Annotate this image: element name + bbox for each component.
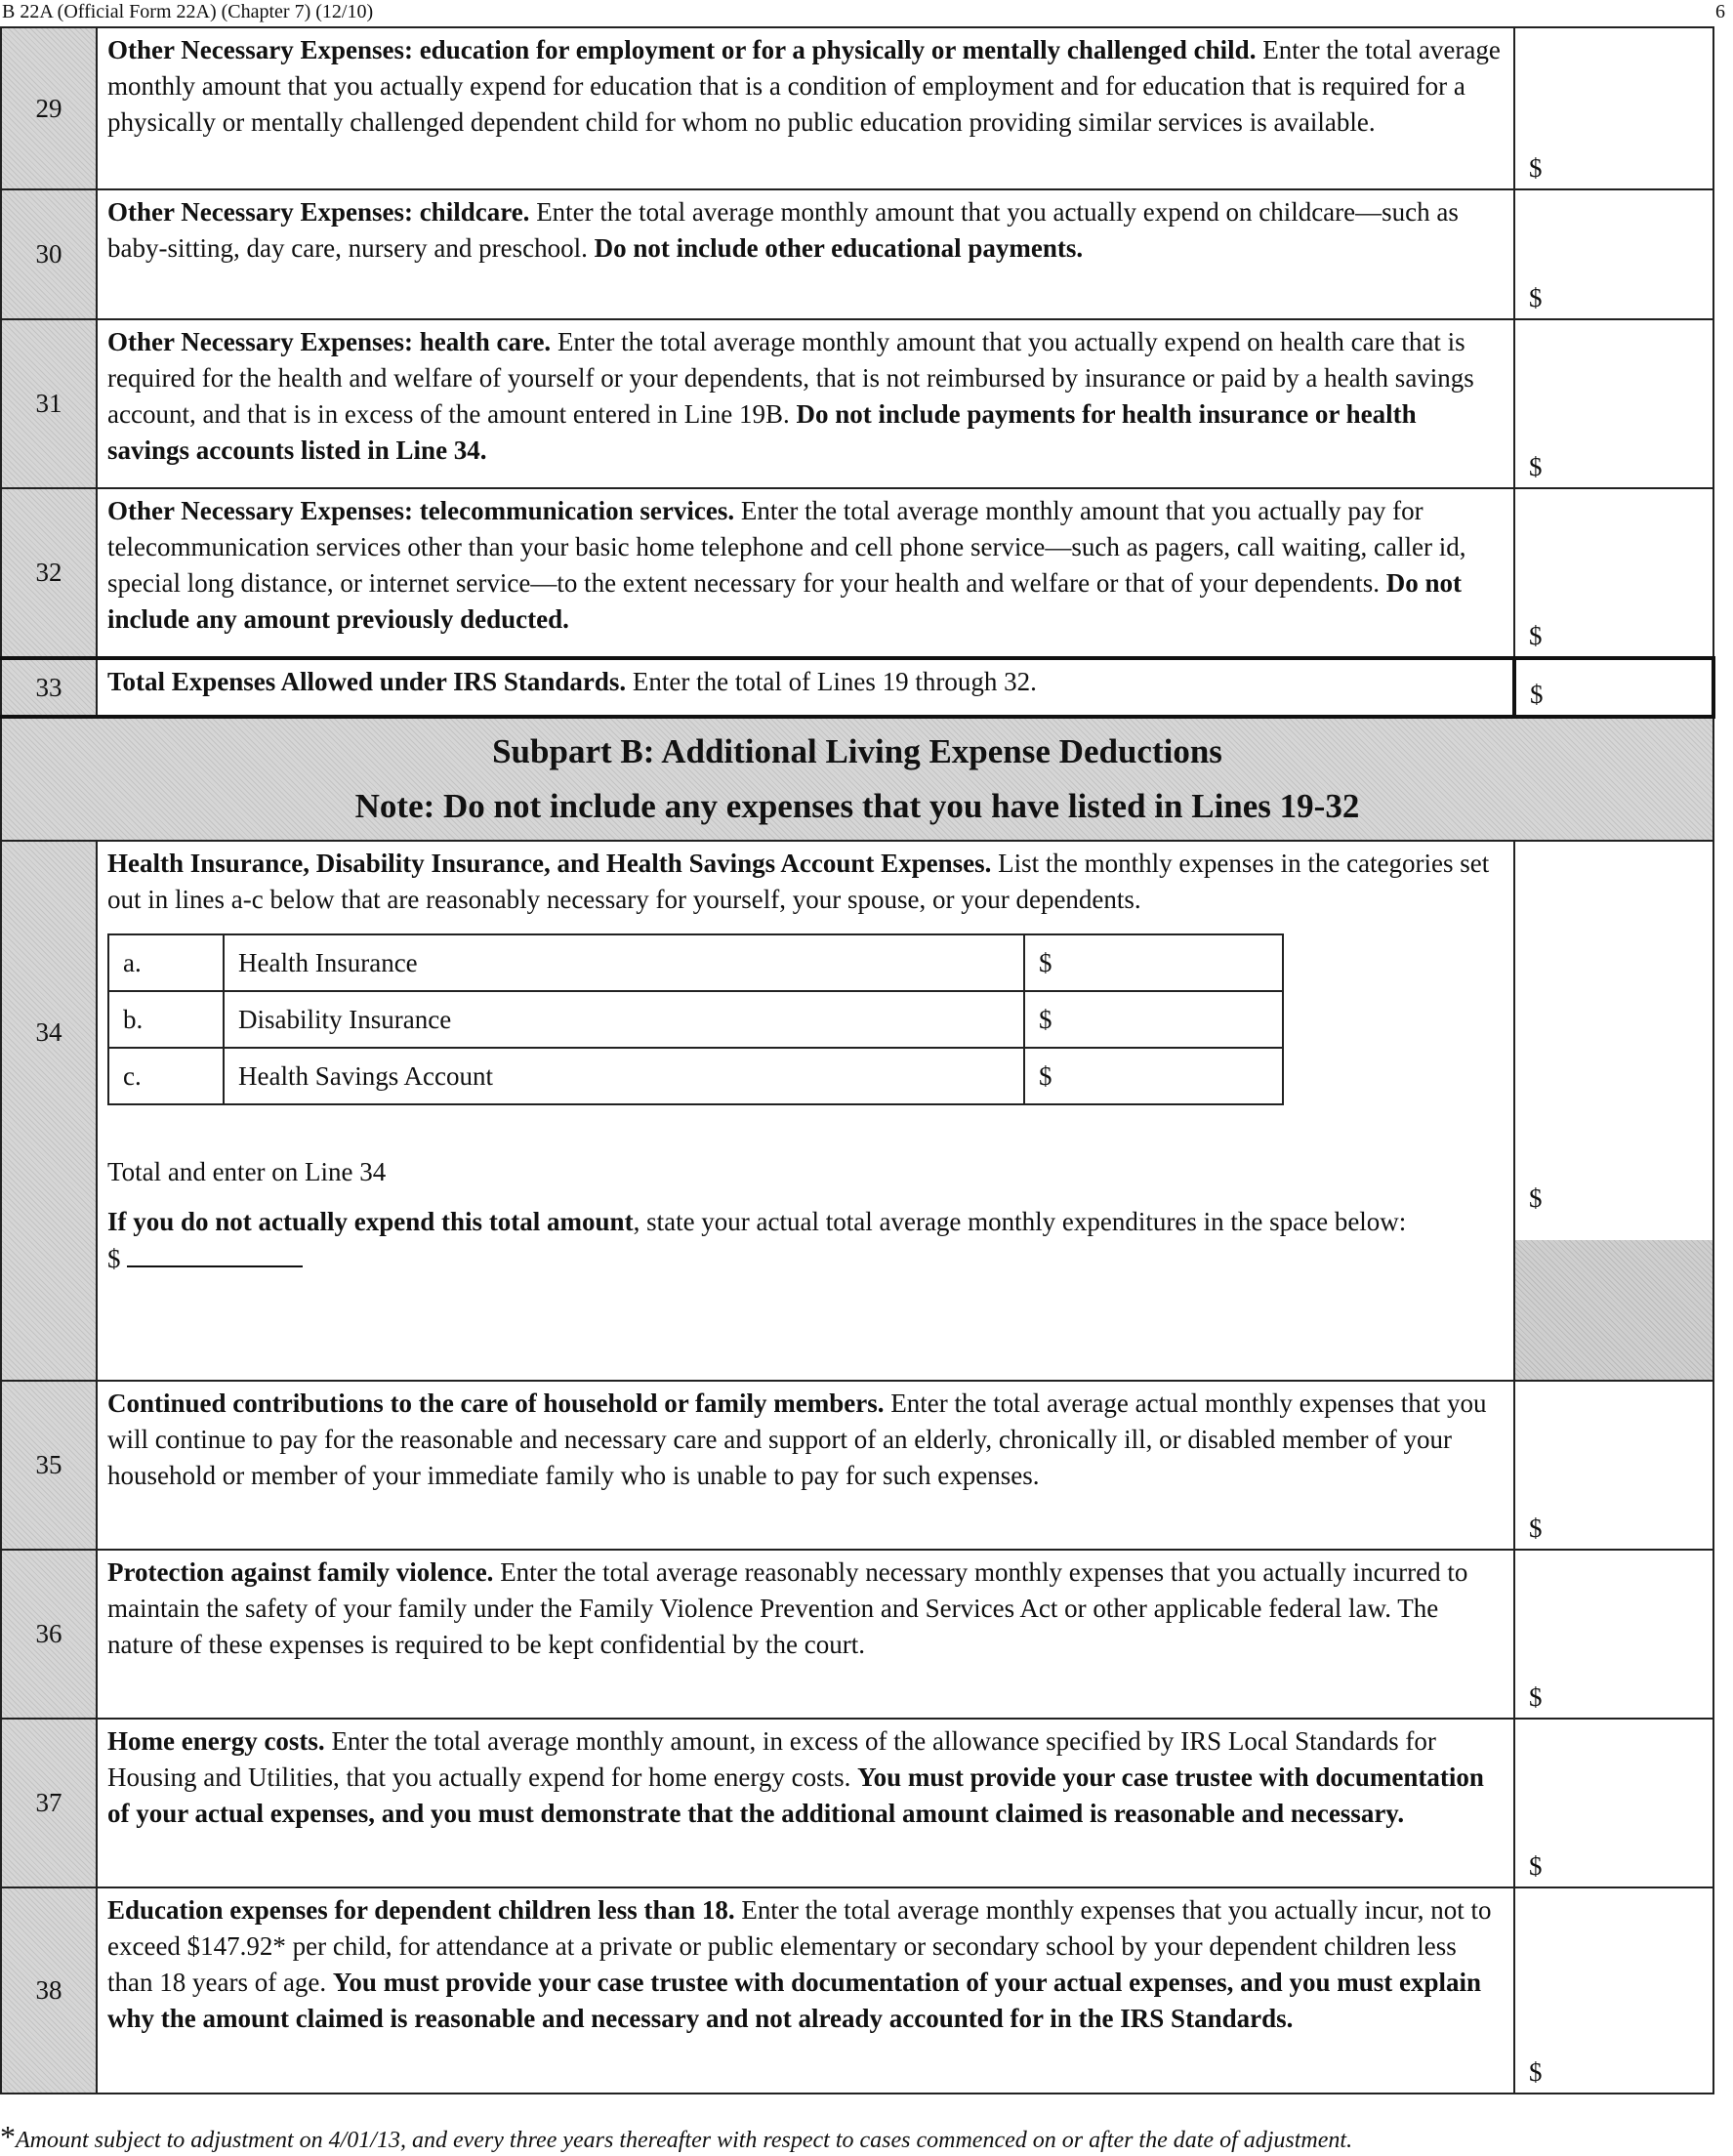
line-38-row: [1, 1887, 1713, 2094]
line-35-row: [1, 1381, 1713, 1550]
expend-note-text: , state your actual total average monthly expenditures in the space below:: [633, 1207, 1407, 1236]
line-title: Health Insurance, Disability Insurance, and Health Savings Account Expenses.: [107, 849, 992, 878]
footnote-text: Amount subject to adjustment on 4/01/13, and every three years thereafter with respect to cases commenced on or after the date of adjustment.: [16, 2128, 1353, 2153]
actual-expenditure-blank[interactable]: [127, 1240, 303, 1267]
dollar-sign: $: [1530, 680, 1544, 709]
line-30-amount-field[interactable]: [1514, 189, 1713, 319]
line-text: Enter the total average monthly amount, in excess of the allowance specified by IRS Local Standards for Housing and Utilities, that you actually expend for home energy costs.: [107, 1726, 1436, 1792]
line-text: Enter the total average monthly expenses that you actually incur, not to exceed $147.92* per child, for attendance at a private or public elementary or secondary school by your dependent children less than 18 years of age.: [107, 1895, 1492, 1997]
line-32-row: [1, 488, 1713, 658]
insurance-breakdown-table: [107, 933, 1284, 1105]
expend-note-bold: If you do not actually expend this total amount: [107, 1207, 634, 1236]
dollar-sign: $: [1529, 283, 1543, 312]
item-letter: a.: [108, 934, 224, 991]
line-text: Enter the total of Lines 19 through 32.: [626, 667, 1037, 696]
line-number: 32: [1, 488, 97, 658]
line-33-row: [1, 658, 1713, 717]
health-insurance-amount-field[interactable]: $: [1024, 934, 1283, 991]
dollar-sign: $: [1529, 621, 1543, 650]
line-number: 35: [1, 1381, 97, 1550]
line-title: Other Necessary Expenses: health care.: [107, 327, 552, 356]
line-number: 30: [1, 189, 97, 319]
line-title: Education expenses for dependent children less than 18.: [107, 1895, 735, 1925]
line-text: Enter the total average monthly amount that you actually expend for education that is a condition of employment and for education that is required for a physically or mentally challenged dependent child for whom no public education providing similar services is available.: [107, 35, 1501, 137]
page-header: [0, 0, 1733, 25]
line-32-amount-field[interactable]: [1514, 488, 1713, 658]
subpart-b-header-row: [1, 717, 1713, 841]
line-number: 31: [1, 319, 97, 488]
line-bold-note: You must provide your case trustee with documentation of your actual expenses, and you must explain why the amount claimed is reasonable and necessary and not already accounted for in the IRS Standards.: [107, 1968, 1481, 2033]
line-34-row: [1, 841, 1713, 1381]
line-31-amount-field[interactable]: [1514, 319, 1713, 488]
dollar-sign: $: [1529, 452, 1543, 481]
item-label: Health Insurance: [224, 934, 1024, 991]
line-description: [97, 488, 1514, 658]
dollar-sign: $: [1529, 1682, 1543, 1712]
line-bold-note: Do not include any amount previously deducted.: [107, 568, 1463, 634]
dollar-sign: $: [1529, 153, 1543, 183]
line-title: Protection against family violence.: [107, 1557, 494, 1587]
line-number: 33: [1, 658, 97, 717]
item-label: Disability Insurance: [224, 991, 1024, 1048]
line-bold-note: Do not include payments for health insurance or health savings accounts listed in Line 34.: [107, 399, 1417, 465]
line-31-row: [1, 319, 1713, 488]
line-title: Continued contributions to the care of household or family members.: [107, 1389, 885, 1418]
line-description: [97, 27, 1514, 189]
total-instruction: Total and enter on Line 34: [107, 1157, 387, 1186]
page-number: 6: [1715, 1, 1725, 22]
line-bold-note: Do not include other educational payments.: [594, 233, 1084, 263]
line-30-row: [1, 189, 1713, 319]
item-label: Health Savings Account: [224, 1048, 1024, 1104]
line-35-amount-field[interactable]: [1514, 1381, 1713, 1550]
shaded-area: [1515, 1240, 1712, 1380]
line-37-row: [1, 1719, 1713, 1887]
dollar-sign: $: [1529, 1183, 1543, 1213]
dollar-sign: $: [107, 1244, 121, 1273]
line-bold-note: You must provide your case trustee with documentation of your actual expenses, and you must demonstrate that the additional amount claimed is reasonable and necessary.: [107, 1762, 1484, 1828]
item-letter: b.: [108, 991, 224, 1048]
line-description: [97, 319, 1514, 488]
line-description: [97, 658, 1514, 717]
line-38-amount-field[interactable]: [1514, 1887, 1713, 2094]
line-title: Other Necessary Expenses: education for employment or for a physically or mentally challenged child.: [107, 35, 1257, 64]
dollar-sign: $: [1529, 2057, 1543, 2087]
line-number: 36: [1, 1550, 97, 1719]
form-id: B 22A (Official Form 22A) (Chapter 7) (12/10): [2, 1, 374, 22]
line-36-row: [1, 1550, 1713, 1719]
line-text: Enter the total average monthly amount that you actually expend on health care that is required for the health and welfare of yourself or your dependents, that is not reimbursed by insurance or paid by a health savings account, and that is in excess of the amount entered in Line 19B.: [107, 327, 1474, 429]
insurance-row: [108, 991, 1283, 1048]
line-title: Other Necessary Expenses: childcare.: [107, 197, 530, 227]
line-description: [97, 841, 1514, 1381]
line-title: Total Expenses Allowed under IRS Standards.: [107, 667, 627, 696]
line-description: [97, 1719, 1514, 1887]
actual-expenditure-line: [107, 1240, 1504, 1277]
line-number: 38: [1, 1887, 97, 2094]
disability-insurance-amount-field[interactable]: $: [1024, 991, 1283, 1048]
expense-form-table: [0, 26, 1715, 2094]
line-title: Other Necessary Expenses: telecommunication services.: [107, 496, 735, 525]
subpart-title: Subpart B: Additional Living Expense Deductions: [492, 732, 1222, 770]
line-33-amount-field[interactable]: [1514, 658, 1713, 717]
line-description: [97, 1381, 1514, 1550]
item-letter: c.: [108, 1048, 224, 1104]
line-34-amount-field[interactable]: [1514, 841, 1713, 1381]
insurance-row: [108, 934, 1283, 991]
dollar-sign: $: [1529, 1851, 1543, 1881]
line-description: [97, 1550, 1514, 1719]
line-text: Enter the total average monthly amount that you actually expend on childcare—such as baby-sitting, day care, nursery and preschool.: [107, 197, 1459, 263]
health-savings-amount-field[interactable]: $: [1024, 1048, 1283, 1104]
line-29-amount-field[interactable]: [1514, 27, 1713, 189]
line-number: 34: [1, 841, 97, 1381]
subpart-note: Note: Do not include any expenses that you have listed in Lines 19-32: [354, 787, 1360, 825]
line-description: [97, 1887, 1514, 2094]
insurance-row: [108, 1048, 1283, 1104]
expend-note: [107, 1204, 1504, 1240]
line-title: Home energy costs.: [107, 1726, 325, 1756]
line-text: Enter the total average monthly amount that you actually pay for telecommunication services other than your basic home telephone and cell phone service—such as pagers, call waiting, caller id, special long distance, or internet service—to the extent necessary for your health and welfare or that of your dependents.: [107, 496, 1466, 598]
line-number: 29: [1, 27, 97, 189]
line-text: Enter the total average actual monthly expenses that you will continue to pay for the reasonable and necessary care and support of an elderly, chronically ill, or disabled member of your household or member of your immediate family who is unable to pay for such expenses.: [107, 1389, 1487, 1490]
line-text: Enter the total average reasonably necessary monthly expenses that you actually incurred to maintain the safety of your family under the Family Violence Prevention and Services Act or other applicable federal law. The nature of these expenses is required to be kept confidential by the court.: [107, 1557, 1468, 1659]
line-36-amount-field[interactable]: [1514, 1550, 1713, 1719]
line-37-amount-field[interactable]: [1514, 1719, 1713, 1887]
line-number: 37: [1, 1719, 97, 1887]
line-description: [97, 189, 1514, 319]
subpart-b-header: [1, 717, 1713, 841]
footnote-asterisk: *: [0, 2119, 16, 2154]
footnote: [0, 2119, 1352, 2155]
line-text: List the monthly expenses in the categories set out in lines a-c below that are reasonably necessary for yourself, your spouse, or your dependents.: [107, 849, 1490, 914]
line-29-row: [1, 27, 1713, 189]
dollar-sign: $: [1529, 1513, 1543, 1543]
